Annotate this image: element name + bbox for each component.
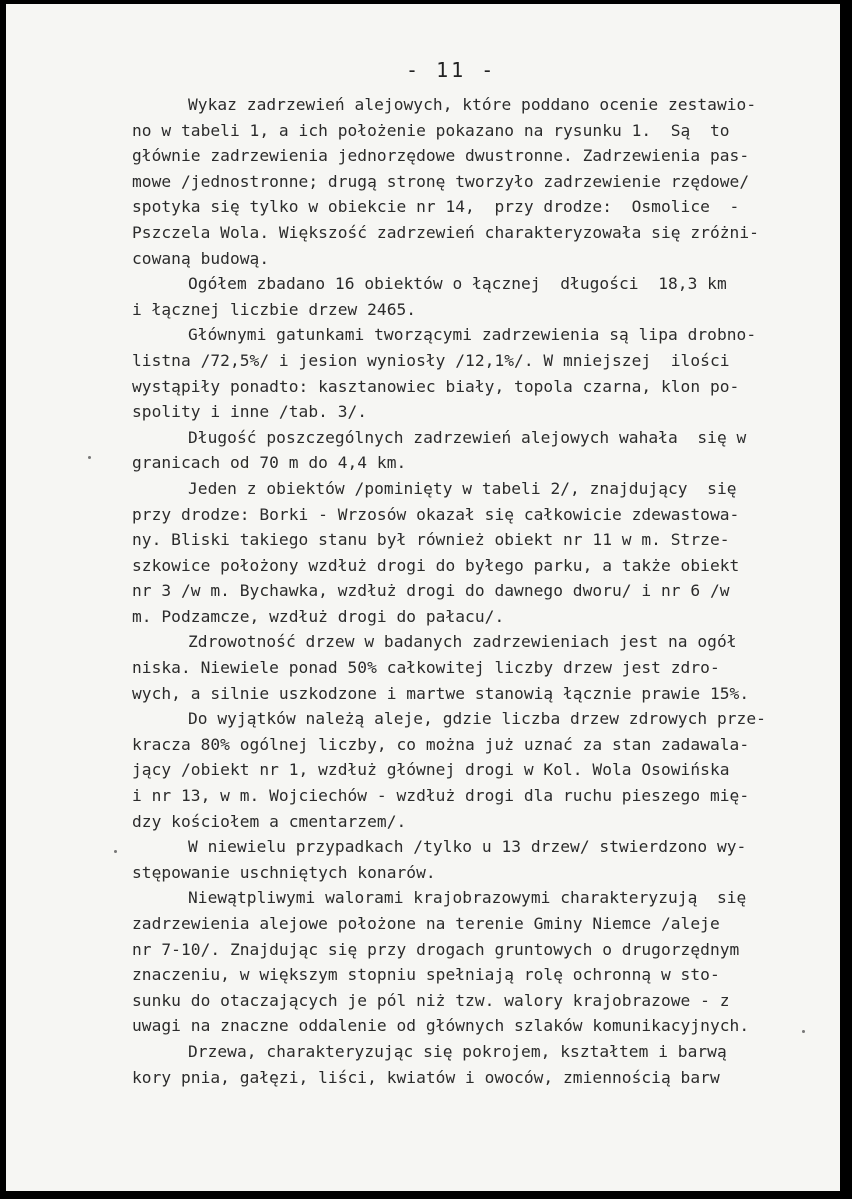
text-line: kory pnia, gałęzi, liści, kwiatów i owoców, zmiennością barw xyxy=(132,1067,720,1087)
text-line: kracza 80% ogólnej liczby, co można już uznać za stan zadawala- xyxy=(132,734,750,754)
text-line: szkowice położony wzdłuż drogi do byłego parku, a także obiekt xyxy=(132,555,740,575)
text-line: znaczeniu, w większym stopniu spełniają rolę ochronną w sto- xyxy=(132,965,720,985)
text-line: Drzewa, charakteryzując się pokrojem, kształtem i barwą xyxy=(188,1041,727,1061)
scan-speck xyxy=(114,850,117,853)
text-line: wystąpiły ponadto: kasztanowiec biały, topola czarna, klon po- xyxy=(132,376,740,396)
text-line: W niewielu przypadkach /tylko u 13 drzew/ stwierdzono wy- xyxy=(188,837,747,857)
body-text xyxy=(132,92,812,1090)
text-line: uwagi na znaczne oddalenie od głównych szlaków komunikacyjnych. xyxy=(132,1016,750,1036)
scan-speck xyxy=(88,456,91,459)
text-line: Jeden z obiektów /pominięty w tabeli 2/, znajdujący się xyxy=(188,478,737,498)
text-line: niska. Niewiele ponad 50% całkowitej liczby drzew jest zdro- xyxy=(132,658,720,678)
text-line: granicach od 70 m do 4,4 km. xyxy=(132,453,407,473)
text-line: wych, a silnie uszkodzone i martwe stanowią łącznie prawie 15%. xyxy=(132,683,750,703)
text-line: spotyka się tylko w obiekcie nr 14, przy drodze: Osmolice - xyxy=(132,197,740,217)
text-line: sunku do otaczających je pól niż tzw. walory krajobrazowe - z xyxy=(132,990,730,1010)
text-line: Ogółem zbadano 16 obiektów o łącznej długości 18,3 km xyxy=(188,274,727,294)
text-line: nr 3 /w m. Bychawka, wzdłuż drogi do dawnego dworu/ i nr 6 /w xyxy=(132,581,730,601)
text-line: stępowanie uschniętych konarów. xyxy=(132,862,436,882)
text-line: no w tabeli 1, a ich położenie pokazano na rysunku 1. Są to xyxy=(132,120,730,140)
text-line: Długość poszczególnych zadrzewień alejowych wahała się w xyxy=(188,427,747,447)
text-line: m. Podzamcze, wzdłuż drogi do pałacu/. xyxy=(132,606,505,626)
text-line: zadrzewienia alejowe położone na terenie Gminy Niemce /aleje xyxy=(132,914,720,933)
document-page xyxy=(6,4,840,1191)
text-line: Głównymi gatunkami tworzącymi zadrzewienia są lipa drobno- xyxy=(188,325,757,345)
text-line: przy drodze: Borki - Wrzosów okazał się całkowicie zdewastowa- xyxy=(132,504,740,524)
text-line: nr 7-10/. Znajdując się przy drogach gruntowych o drugorzędnym xyxy=(132,939,740,959)
text-line: Zdrowotność drzew w badanych zadrzewieniach jest na ogół xyxy=(188,632,737,652)
page-number: - 11 - xyxy=(406,58,497,82)
text-line: spolity i inne /tab. 3/. xyxy=(132,402,368,422)
text-line: Niewątpliwymi walorami krajobrazowymi charakteryzują się xyxy=(188,888,747,908)
text-line: cowaną budową. xyxy=(132,248,270,268)
text-line: głównie zadrzewienia jednorzędowe dwustronne. Zadrzewienia pas- xyxy=(132,146,750,166)
text-line: Do wyjątków należą aleje, gdzie liczba drzew zdrowych prze- xyxy=(188,709,766,729)
text-line: Pszczela Wola. Większość zadrzewień charakteryzowała się zróżni- xyxy=(132,222,759,242)
text-line: i łącznej liczbie drzew 2465. xyxy=(132,299,417,319)
text-line: Wykaz zadrzewień alejowych, które poddano ocenie zestawio- xyxy=(188,95,757,114)
text-line: dzy kościołem a cmentarzem/. xyxy=(132,811,407,831)
scan-speck xyxy=(802,1030,805,1033)
text-line: jący /obiekt nr 1, wzdłuż głównej drogi w Kol. Wola Osowińska xyxy=(132,760,730,780)
text-line: i nr 13, w m. Wojciechów - wzdłuż drogi dla ruchu pieszego mię- xyxy=(132,786,750,806)
text-line: mowe /jednostronne; drugą stronę tworzyło zadrzewienie rzędowe/ xyxy=(132,171,750,191)
text-line: listna /72,5%/ i jesion wyniosły /12,1%/. W mniejszej ilości xyxy=(132,350,730,370)
text-line: ny. Bliski takiego stanu był również obiekt nr 11 w m. Strze- xyxy=(132,530,730,550)
